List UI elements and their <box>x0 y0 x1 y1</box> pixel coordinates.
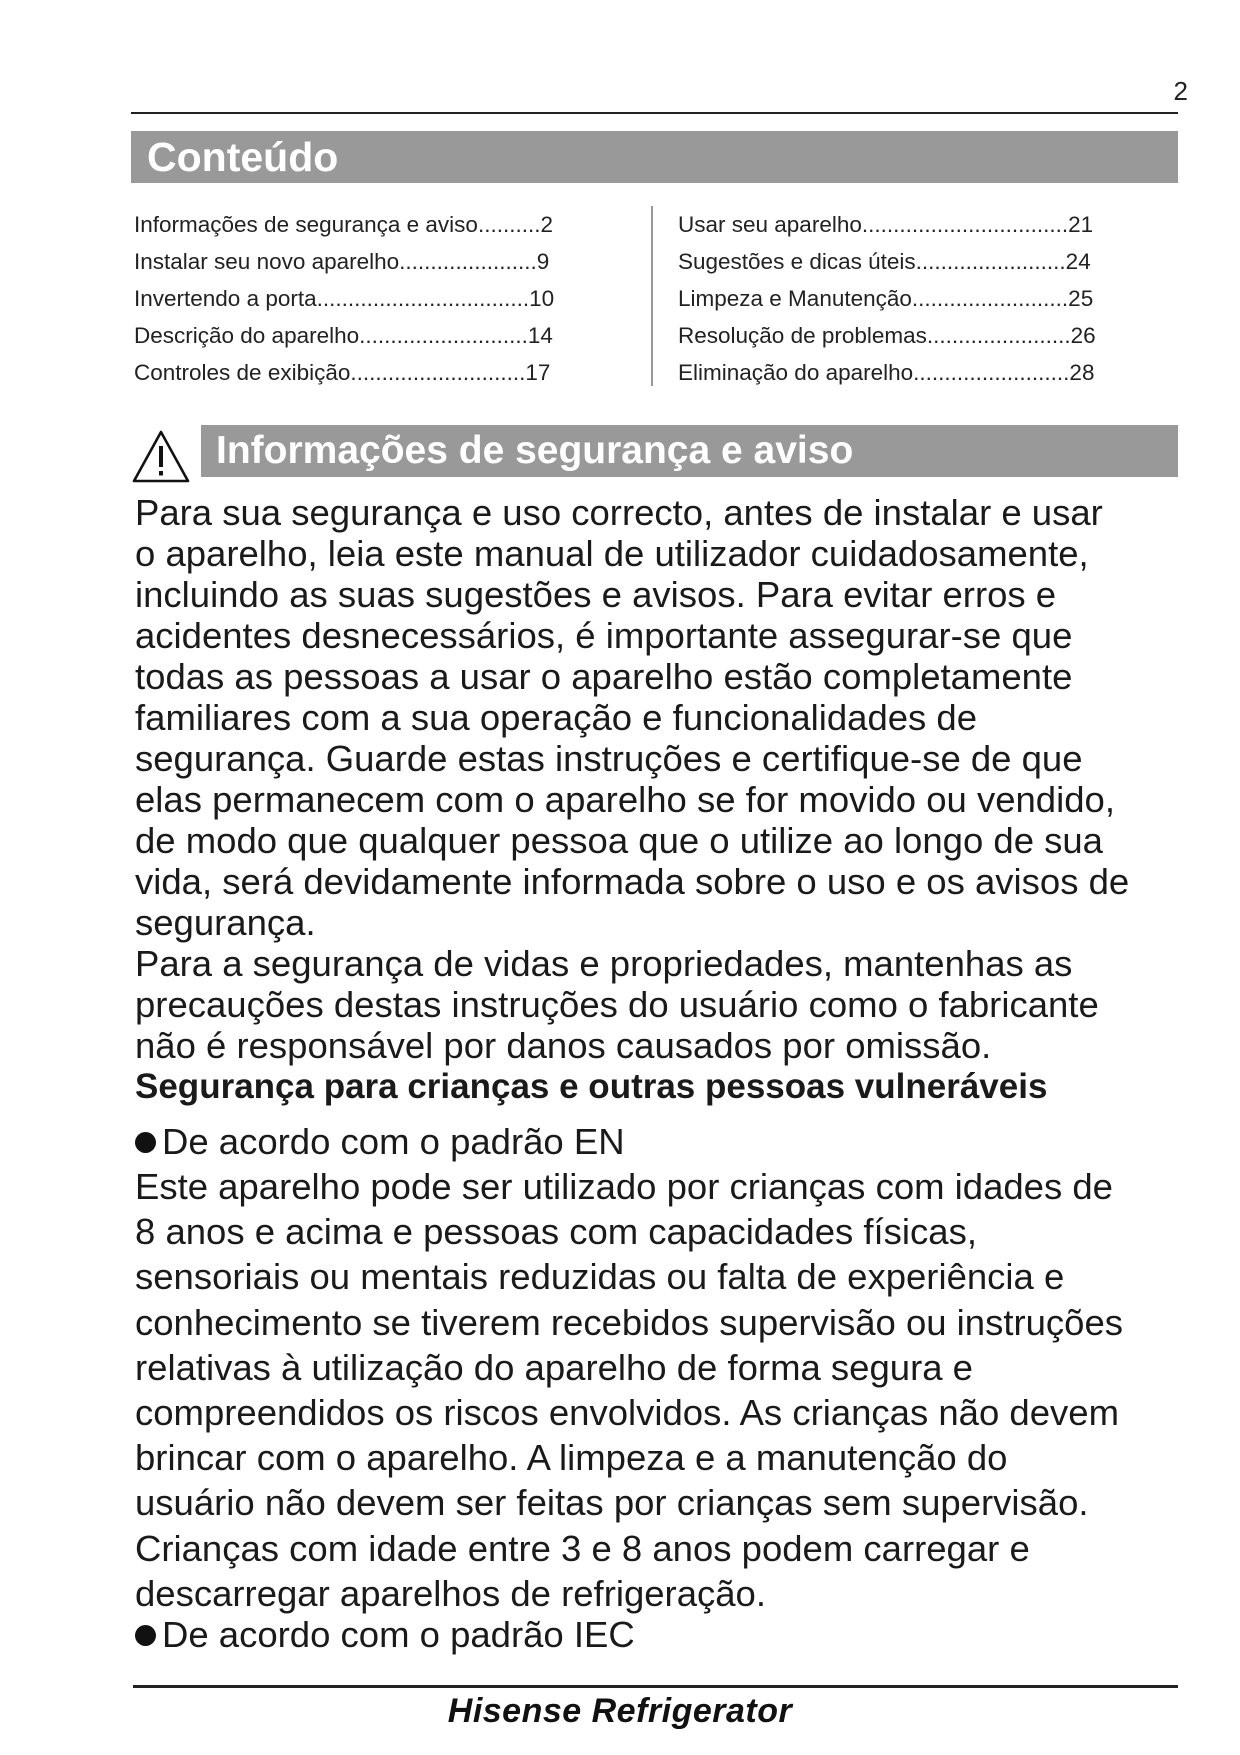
text-line: descarregar aparelhos de refrigeração. <box>135 1572 766 1614</box>
text-line: usuário não devem ser feitas por crianças sem supervisão. <box>135 1482 1089 1524</box>
text-line: segurança. Guarde estas instruções e certifique-se de que <box>135 738 1083 779</box>
text-line: incluindo as suas sugestões e avisos. Para evitar erros e <box>135 574 1057 615</box>
toc-entry[interactable]: Informações de segurança e aviso..........2 <box>134 212 553 237</box>
text-line: brincar com o aparelho. A limpeza e a manutenção do <box>135 1437 1008 1479</box>
toc-divider <box>651 206 653 386</box>
toc-entry[interactable]: Controles de exibição............................17 <box>134 360 551 385</box>
text-line: familiares com a sua operação e funcionalidades de <box>135 697 978 738</box>
safety-heading: Informações de segurança e aviso <box>201 425 1178 477</box>
bullet-text: De acordo com o padrão EN <box>162 1121 625 1162</box>
bullet-en-standard <box>135 1119 625 1164</box>
top-rule <box>131 112 1178 114</box>
bullet-dot-icon <box>135 1132 156 1153</box>
contents-heading: Conteúdo <box>131 131 1178 183</box>
text-line: de modo que qualquer pessoa que o utilize ao longo de sua <box>135 820 1103 861</box>
text-line: segurança. <box>135 902 316 943</box>
toc-entry[interactable]: Descrição do aparelho...........................14 <box>134 323 553 348</box>
toc-entry[interactable]: Usar seu aparelho.................................21 <box>678 212 1094 237</box>
toc-left-column <box>134 206 554 391</box>
text-line: elas permanecem com o aparelho se for movido ou vendido, <box>135 779 1115 820</box>
children-safety-heading: Segurança para crianças e outras pessoas vulneráveis <box>135 1067 1048 1106</box>
en-standard-paragraph <box>135 1164 1195 1616</box>
bullet-iec-standard <box>135 1612 635 1657</box>
toc-entry[interactable]: Limpeza e Manutenção.........................25 <box>678 286 1094 311</box>
toc-entry[interactable]: Invertendo a porta..................................10 <box>134 286 555 311</box>
text-line: Para a segurança de vidas e propriedades, mantenhas as <box>135 943 1073 984</box>
warning-triangle-icon <box>131 429 191 484</box>
text-line: precauções destas instruções do usuário como o fabricante <box>135 984 1099 1025</box>
text-line: Para sua segurança e uso correcto, antes de instalar e usar <box>135 492 1103 533</box>
text-line: vida, será devidamente informada sobre o uso e os avisos de <box>135 861 1130 902</box>
text-line: sensoriais ou mentais reduzidas ou falta de experiência e <box>135 1256 1065 1298</box>
toc-right-column <box>678 206 1096 391</box>
text-line: todas as pessoas a usar o aparelho estão completamente <box>135 656 1073 697</box>
text-line: compreendidos os riscos envolvidos. As crianças não devem <box>135 1392 1119 1434</box>
toc-entry[interactable]: Instalar seu novo aparelho......................9 <box>134 249 550 274</box>
toc-entry[interactable]: Eliminação do aparelho.........................28 <box>678 360 1095 385</box>
text-line: relativas à utilização do aparelho de forma segura e <box>135 1346 973 1388</box>
safety-intro-paragraph <box>135 492 1195 1066</box>
bottom-rule <box>133 1685 1178 1688</box>
page-number: 2 <box>1173 76 1188 106</box>
brand-footer: Hisense Refrigerator <box>447 1692 793 1730</box>
text-line: Crianças com idade entre 3 e 8 anos podem carregar e <box>135 1527 1030 1569</box>
toc-entry[interactable]: Resolução de problemas.......................26 <box>678 323 1096 348</box>
text-line: acidentes desnecessários, é importante assegurar-se que <box>135 615 1073 656</box>
toc-entry[interactable]: Sugestões e dicas úteis........................24 <box>678 249 1091 274</box>
text-line: 8 anos e acima e pessoas com capacidades físicas, <box>135 1211 977 1253</box>
text-line: não é responsável por danos causados por omissão. <box>135 1025 992 1066</box>
text-line: conhecimento se tiverem recebidos supervisão ou instruções <box>135 1301 1124 1343</box>
text-line: Este aparelho pode ser utilizado por crianças com idades de <box>135 1166 1113 1207</box>
bullet-text: De acordo com o padrão IEC <box>162 1614 635 1655</box>
text-line: o aparelho, leia este manual de utilizador cuidadosamente, <box>135 533 1089 574</box>
bullet-dot-icon <box>135 1625 156 1646</box>
